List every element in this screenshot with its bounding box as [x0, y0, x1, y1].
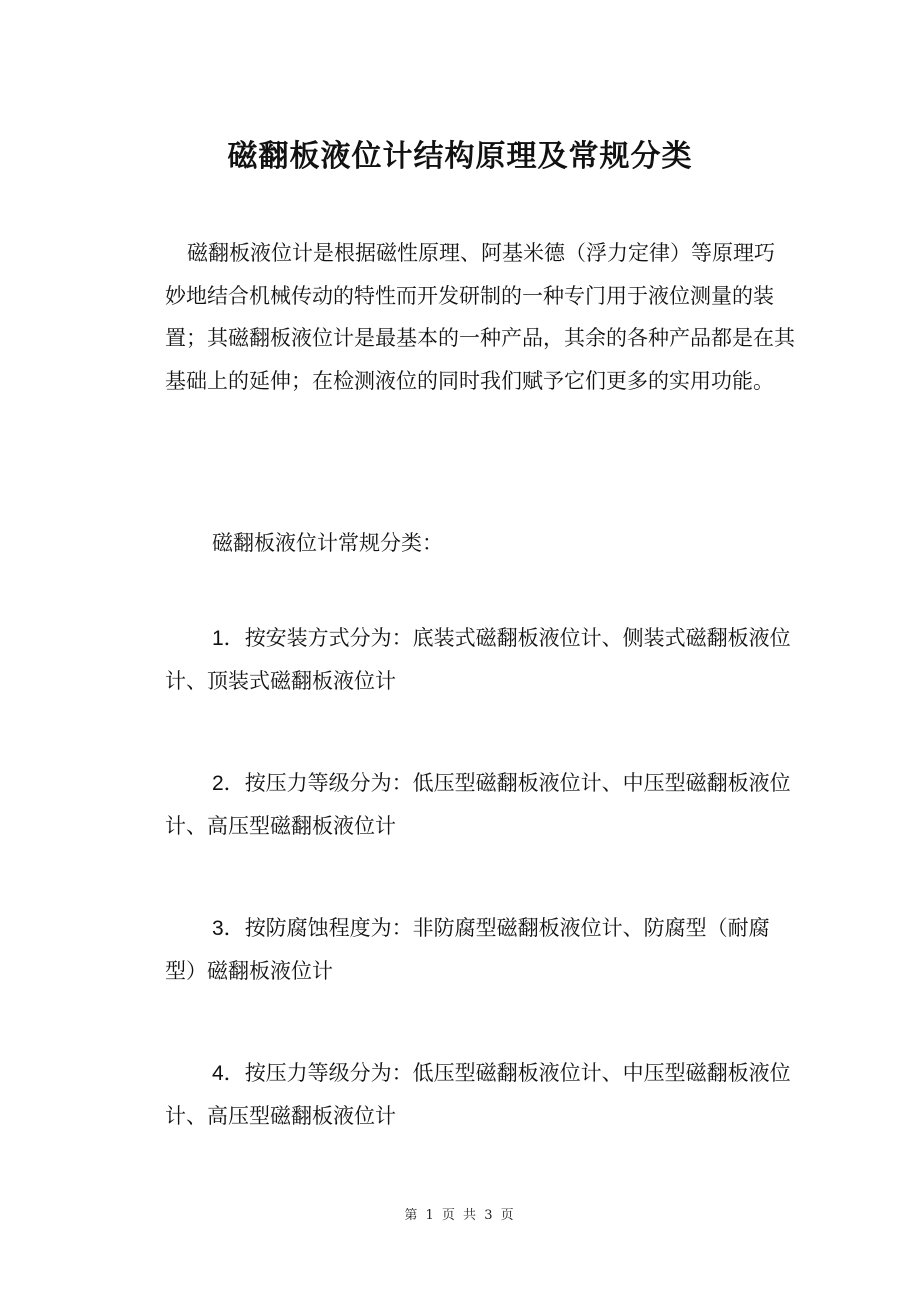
classification-item-3: [165, 907, 795, 993]
item-text: 按压力等级分为：低压型磁翻板液位计、中压型磁翻板液位计、高压型磁翻板液位计: [165, 1061, 791, 1128]
page-footer: 第 1 页 共 3 页: [404, 1208, 516, 1223]
classification-item-1: [165, 617, 795, 703]
item-number: 3．: [212, 917, 245, 940]
intro-paragraph: 磁翻板液位计是根据磁性原理、阿基米德（浮力定律）等原理巧妙地结合机械传动的特性而开发研制的一种专门用于液位测量的装置；其磁翻板液位计是最基本的一种产品，其余的各种产品都是在其基础上的延伸；在检测液位的同时我们赋予它们更多的实用功能。: [165, 241, 795, 393]
item-number: 2．: [212, 772, 245, 795]
item-number: 4．: [212, 1062, 245, 1085]
classification-heading: 磁翻板液位计常规分类：: [212, 531, 443, 555]
item-text: 按防腐蚀程度为：非防腐型磁翻板液位计、防腐型（耐腐型）磁翻板液位计: [165, 916, 770, 983]
item-number: 1．: [212, 627, 245, 650]
classification-item-2: [165, 762, 795, 848]
item-text: 按安装方式分为：底装式磁翻板液位计、侧装式磁翻板液位计、顶装式磁翻板液位计: [165, 626, 791, 693]
document-title: 磁翻板液位计结构原理及常规分类: [227, 139, 693, 174]
item-text: 按压力等级分为：低压型磁翻板液位计、中压型磁翻板液位计、高压型磁翻板液位计: [165, 771, 791, 838]
classification-item-4: [165, 1052, 795, 1138]
